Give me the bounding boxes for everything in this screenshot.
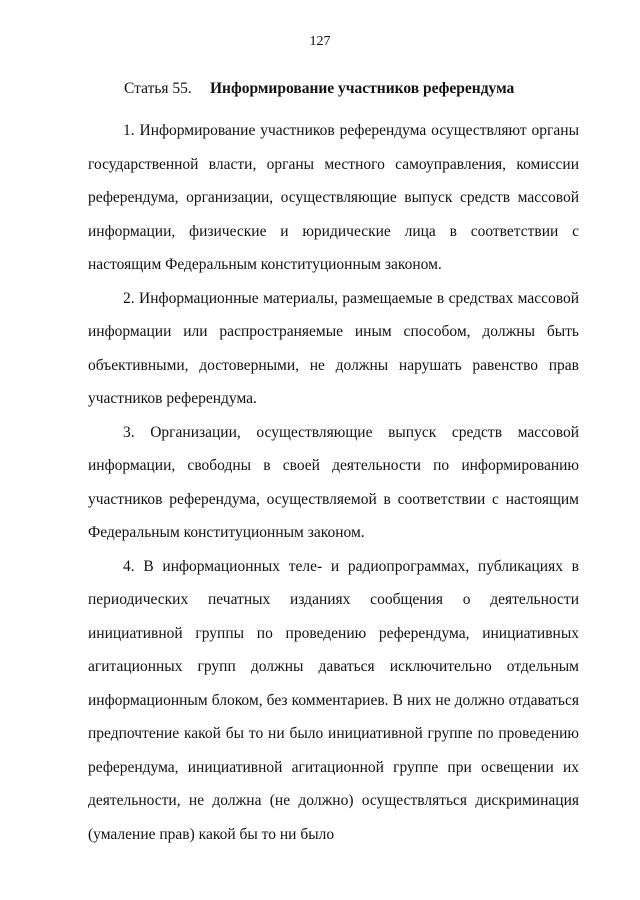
paragraph-4: 4. В информационных теле- и радиопрограммах, публикациях в периодических печатных изданиях сообщения о деятельности инициативной группы по проведению референдума, инициативных агитационных групп должны даваться исключительно отдельным информационным блоком, без комментариев. В них не должно отдаваться предпочтение какой бы то ни было инициативной группе по проведению референдума, инициативной агитационной группе при освещении их деятельности, не должна (не должно) осуществляться дискриминация (умаление прав) какой бы то ни было: [88, 557, 579, 843]
article-title: Информирование участников референдума: [210, 80, 515, 97]
article-heading: [124, 80, 514, 98]
paragraph-2: 2. Информационные материалы, размещаемые в средствах массовой информации или распространяемые иным способом, должны быть объективными, достоверными, не должны нарушать равенство прав участников референдума.: [88, 289, 579, 407]
paragraph-3: 3. Организации, осуществляющие выпуск средств массовой информации, свободны в своей деятельности по информированию участников референдума, осуществляемой в соответствии с настоящим Федеральным конституционным законом.: [88, 423, 579, 541]
paragraph-1: 1. Информирование участников референдума осуществляют органы государственной власти, органы местного самоуправления, комиссии референдума, организации, осуществляющие выпуск средств массовой информации, физические и юридические лица в соответствии с настоящим Федеральным конституционным законом.: [88, 122, 579, 273]
page-number: 127: [309, 34, 331, 49]
article-number: Статья 55.: [124, 80, 192, 97]
article-body: [88, 114, 579, 851]
